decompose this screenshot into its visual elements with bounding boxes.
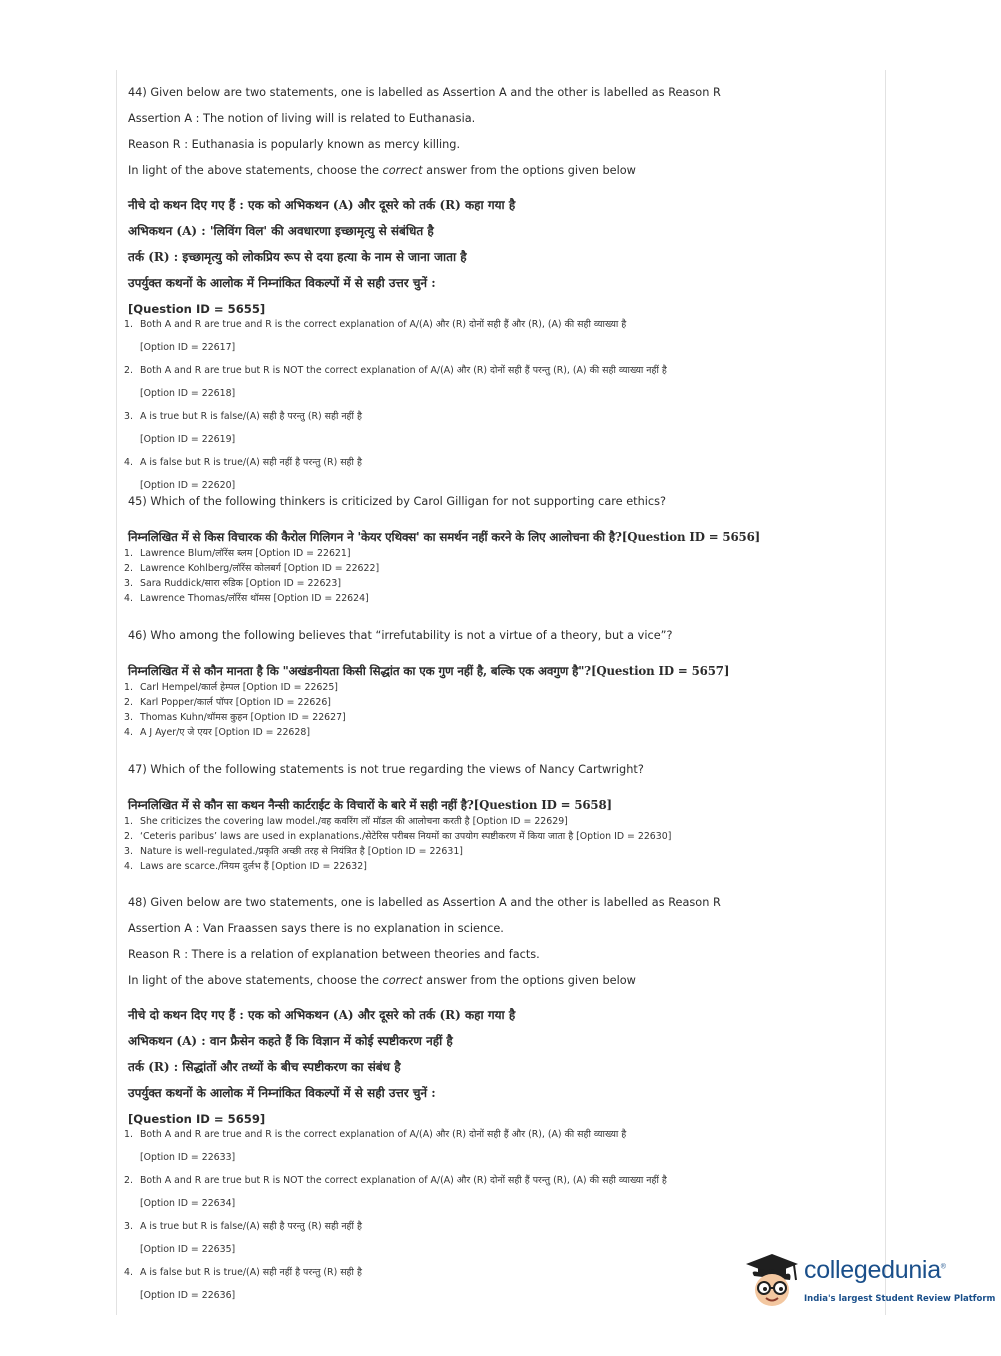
option-item: 1. Lawrence Blum/लॉरेंस ब्लम [Option ID = 22621] [124,548,351,559]
question-id: [Question ID = 5659] [128,1112,266,1126]
option-item: 3. Sara Ruddick/सारा रुडिक [Option ID = 22623] [124,578,342,589]
question-heading: 45) Which of the following thinkers is criticized by Carol Gilligan for not supporting care ethics? [128,495,666,508]
question-44 [124,86,868,502]
option-item: 2. Karl Popper/कार्ल पॉपर [Option ID = 22626] [124,697,331,708]
option-item: 4. A J Ayer/ए जे एयर [Option ID = 22628] [124,727,310,738]
hindi-instruction: उपर्युक्त कथनों के आलोक में निम्नांकित विकल्पों में से सही उत्तर चुनें : [128,276,436,290]
hindi-question-with-id: निम्नलिखित में से कौन मानता है कि "अखंडनीयता किसी सिद्धांत का एक गुण नहीं है, बल्कि एक अवगुण है"?[Question ID = 5657] [128,664,730,678]
option-item: 3. A is true but R is false/(A) सही है परन्तु (R) सही नहीं है [Option ID = 22619] [124,410,864,446]
hindi-question-with-id: निम्नलिखित में से किस विचारक की कैरोल गिलिगन ने 'केयर एथिक्स' का समर्थन नहीं करने के लिए आलोचना की है?[Question ID = 5656] [128,530,761,544]
instruction-text: In light of the above statements, choose the correct answer from the options given below [128,164,636,177]
brand-name: collegedunia® [804,1256,946,1284]
option-id: [Option ID = 22636] [140,1290,236,1301]
option-id: [Option ID = 22620] [140,480,236,491]
option-item: 1. She criticizes the covering law model./वह कवरिंग लॉ मॉडल की आलोचना करती है [Option ID = 22629] [124,816,568,827]
options-list [124,547,864,605]
option-item: 4. A is false but R is true/(A) सही नहीं है परन्तु (R) सही है [Option ID = 22636] [124,1266,864,1302]
hindi-instruction: उपर्युक्त कथनों के आलोक में निम्नांकित विकल्पों में से सही उत्तर चुनें : [128,1086,436,1100]
assertion-text: Assertion A : Van Fraassen says there is no explanation in science. [128,922,504,935]
hindi-reason: तर्क (R) : सिद्धांतों और तथ्यों के बीच स्पष्टीकरण का संबंध है [128,1060,401,1074]
hindi-reason: तर्क (R) : इच्छामृत्यु को लोकप्रिय रूप से दया हत्या के नाम से जाना जाता है [128,250,467,264]
option-id: [Option ID = 22617] [140,342,236,353]
hindi-assertion: अभिकथन (A) : 'लिविंग विल' की अवधारणा इच्छामृत्यु से संबंधित है [128,224,434,238]
brand-tagline: India's largest Student Review Platform [804,1294,996,1304]
option-item: 4. Lawrence Thomas/लॉरेंस थॉमस [Option ID = 22624] [124,593,369,604]
hindi-intro: नीचे दो कथन दिए गए हैं : एक को अभिकथन (A) और दूसरे को तर्क (R) कहा गया है [128,1008,516,1022]
hindi-intro: नीचे दो कथन दिए गए हैं : एक को अभिकथन (A) और दूसरे को तर्क (R) कहा गया है [128,198,516,212]
mascot-icon [742,1250,804,1312]
reason-text: Reason R : Euthanasia is popularly known as mercy killing. [128,138,461,151]
question-heading: 48) Given below are two statements, one is labelled as Assertion A and the other is labelled as Reason R [128,896,721,909]
question-id: [Question ID = 5655] [128,302,266,316]
question-46 [124,629,868,739]
option-item: 3. A is true but R is false/(A) सही है परन्तु (R) सही नहीं है [Option ID = 22635] [124,1220,864,1256]
question-heading: 44) Given below are two statements, one is labelled as Assertion A and the other is labelled as Reason R [128,86,721,99]
option-item: 1. Both A and R are true and R is the correct explanation of A/(A) और (R) दोनों सही हैं और (R), (A) की सही व्याख्या है [Option ID = 22617] [124,318,864,354]
assertion-text: Assertion A : The notion of living will is related to Euthanasia. [128,112,476,125]
question-47 [124,763,868,873]
option-item: 2. Lawrence Kohlberg/लॉरेंस कोलबर्ग [Option ID = 22622] [124,563,380,574]
option-item: 4. Laws are scarce./नियम दुर्लभ हैं [Option ID = 22632] [124,861,367,872]
option-item: 3. Nature is well-regulated./प्रकृति अच्छी तरह से नियंत्रित है [Option ID = 22631] [124,846,463,857]
option-item: 3. Thomas Kuhn/थॉमस कुहन [Option ID = 22627] [124,712,346,723]
option-id: [Option ID = 22635] [140,1244,236,1255]
question-45 [124,495,868,605]
options-list [124,681,864,739]
question-heading: 46) Who among the following believes that “irrefutability is not a virtue of a theory, but a vice”? [128,629,673,642]
option-id: [Option ID = 22618] [140,388,236,399]
option-item: 4. A is false but R is true/(A) सही नहीं है परन्तु (R) सही है [Option ID = 22620] [124,456,864,492]
options-list [124,815,864,873]
option-id: [Option ID = 22633] [140,1152,236,1163]
option-id: [Option ID = 22634] [140,1198,236,1209]
option-item: 1. Carl Hempel/कार्ल हेम्पल [Option ID = 22625] [124,682,338,693]
instruction-text: In light of the above statements, choose the correct answer from the options given below [128,974,636,987]
option-item: 2. Both A and R are true but R is NOT the correct explanation of A/(A) और (R) दोनों सही हैं परन्तु (R), (A) की सही व्याख्या नहीं है [Option ID = 22634] [124,1174,864,1210]
reason-text: Reason R : There is a relation of explanation between theories and facts. [128,948,540,961]
option-id: [Option ID = 22619] [140,434,236,445]
option-item: 1. Both A and R are true and R is the correct explanation of A/(A) और (R) दोनों सही हैं और (R), (A) की सही व्याख्या है [Option ID = 22633] [124,1128,864,1164]
hindi-assertion: अभिकथन (A) : वान फ्रैसेन कहते हैं कि विज्ञान में कोई स्पष्टीकरण नहीं है [128,1034,453,1048]
options-list [124,318,864,492]
collegedunia-logo [742,1250,996,1312]
option-item: 2. ‘Ceteris paribus’ laws are used in explanations./सेटेरिस परीबस नियमों का उपयोग स्पष्टीकरण में किया जाता है [Option ID = 22630] [124,831,672,842]
option-item: 2. Both A and R are true but R is NOT the correct explanation of A/(A) और (R) दोनों सही हैं परन्तु (R), (A) की सही व्याख्या नहीं है [Option ID = 22618] [124,364,864,400]
hindi-question-with-id: निम्नलिखित में से कौन सा कथन नैन्सी कार्टराईट के विचारों के बारे में सही नहीं है?[Question ID = 5658] [128,798,612,812]
question-heading: 47) Which of the following statements is not true regarding the views of Nancy Cartwright? [128,763,644,776]
